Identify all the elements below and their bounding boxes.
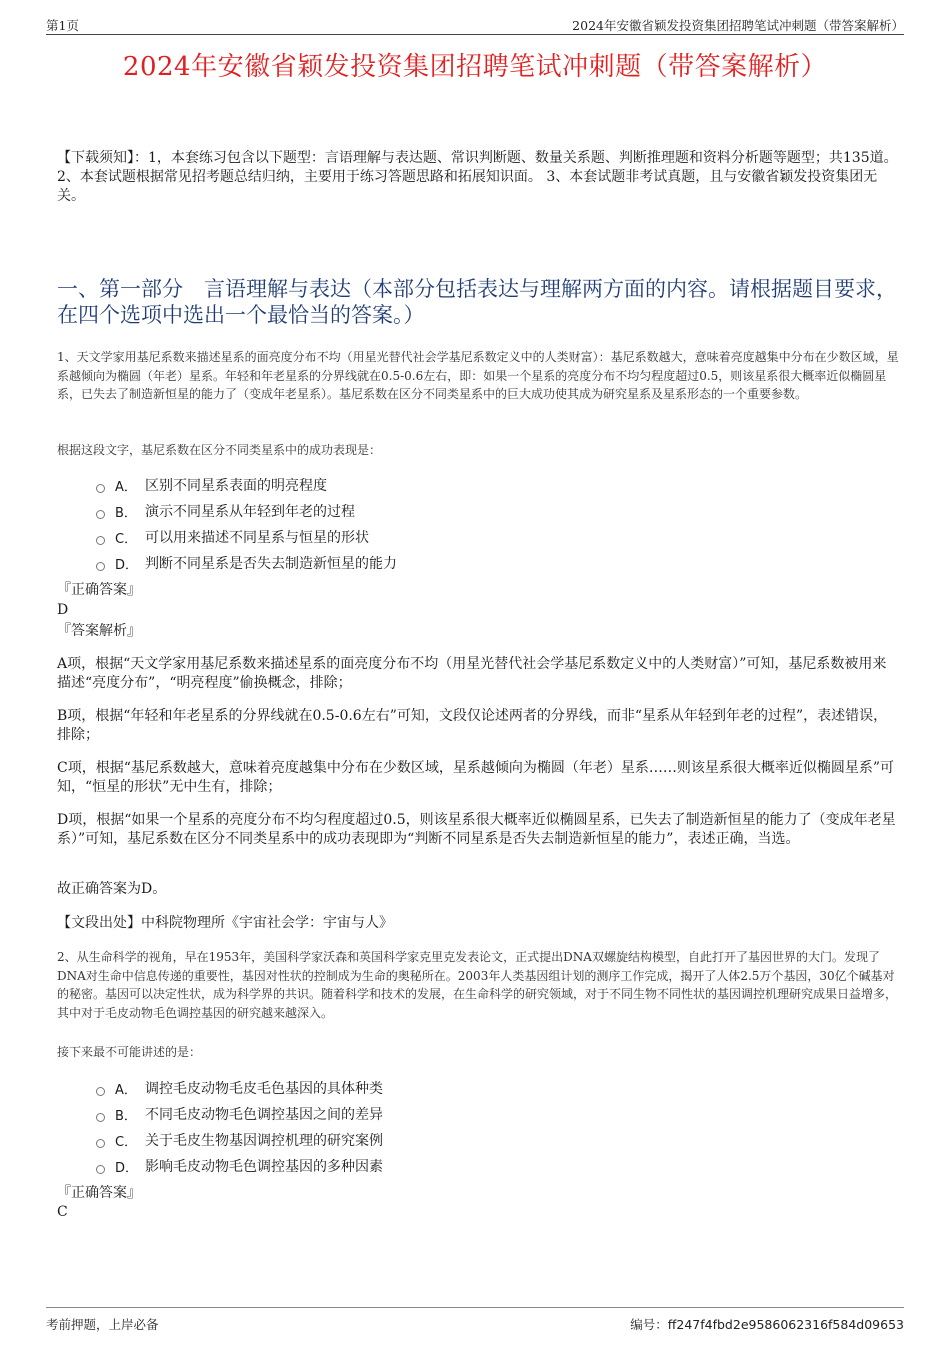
footer-slogan: 考前押题，上岸必备 — [46, 1317, 159, 1332]
page-header — [46, 14, 904, 35]
question-2-option-b[interactable]: B． 不同毛皮动物毛色调控基因之间的差异 — [96, 1101, 856, 1127]
question-2-answer-label: 『正确答案』 — [57, 1185, 141, 1201]
radio-icon[interactable] — [96, 562, 105, 571]
radio-icon[interactable] — [96, 536, 105, 545]
download-notice: 【下载须知】：1，本套练习包含以下题型：言语理解与表达题、常识判断题、数量关系题、判断推理题和资料分析题等题型；共135道。 2、本套试题根据常见招考题总结归纳，主要用于练习答题思路和拓展知识面。 3、本套试题非考试真题，且与安徽省颖发投资集团无关。 — [57, 150, 898, 204]
footer-serial: 编号：ff247f4fbd2e9586062316f584d09653 — [630, 1317, 904, 1332]
section-title: 一、第一部分 言语理解与表达（本部分包括表达与理解两方面的内容。请根据题目要求，在四个选项中选出一个最恰当的答案。） — [57, 277, 897, 327]
question-1-passage: 1、天文学家用基尼系数来描述星系的面亮度分布不均（用星光替代社会学基尼系数定义中的人类财富）：基尼系数越大，意味着亮度越集中分布在少数区域，星系越倾向为椭圆（年老）星系。年轻和年老星系的分界线就在0.5-0.6左右，即：如果一个星系的亮度分布不均匀程度超过0.5，则该星系很大概率近似椭圆星系，已失去了制造新恒星的能力了（变成年老星系）。基尼系数在区分不同类星系中的巨大成功使其成为研究星系及星系形态的一个重要参数。 — [57, 350, 899, 401]
radio-icon[interactable] — [96, 510, 105, 519]
analysis-b: B项，根据“年轻和年老星系的分界线就在0.5-0.6左右”可知，文段仅论述两者的分界线，而非“星系从年轻到年老的过程”，表述错误，排除； — [57, 708, 888, 743]
radio-icon[interactable] — [96, 1165, 105, 1174]
question-2-option-a[interactable]: A． 调控毛皮动物毛皮毛色基因的具体种类 — [96, 1075, 856, 1101]
question-2-option-c[interactable]: C． 关于毛皮生物基因调控机理的研究案例 — [96, 1127, 856, 1153]
question-2-option-d[interactable]: D． 影响毛皮动物毛色调控基因的多种因素 — [96, 1153, 856, 1179]
question-1-answer-label: 『正确答案』 — [57, 582, 141, 598]
question-1-option-b[interactable]: B． 演示不同星系从年轻到年老的过程 — [96, 498, 856, 524]
question-2-options — [96, 1075, 856, 1179]
analysis-conclusion: 故正确答案为D。 — [57, 881, 167, 897]
radio-icon[interactable] — [96, 484, 105, 493]
question-1-options — [96, 472, 856, 576]
analysis-source: 【文段出处】中科院物理所《宇宙社会学：宇宙与人》 — [57, 915, 393, 931]
question-1-option-d[interactable]: D． 判断不同星系是否失去制造新恒星的能力 — [96, 550, 856, 576]
question-1-option-a[interactable]: A． 区别不同星系表面的明亮程度 — [96, 472, 856, 498]
page-title: 2024年安徽省颖发投资集团招聘笔试冲刺题（带答案解析） — [122, 52, 828, 82]
header-doc-title: 2024年安徽省颖发投资集团招聘笔试冲刺题（带答案解析） — [572, 18, 904, 33]
question-1-option-c[interactable]: C． 可以用来描述不同星系与恒星的形状 — [96, 524, 856, 550]
question-2-answer: C — [57, 1204, 68, 1220]
question-1-prompt: 根据这段文字，基尼系数在区分不同类星系中的成功表现是： — [57, 443, 382, 457]
radio-icon[interactable] — [96, 1139, 105, 1148]
page-footer — [46, 1307, 904, 1334]
question-1-answer: D — [57, 602, 69, 618]
page-number: 第1页 — [46, 18, 79, 33]
radio-icon[interactable] — [96, 1087, 105, 1096]
analysis-c: C项，根据“基尼系数越大，意味着亮度越集中分布在少数区域，星系越倾向为椭圆（年老）星系……则该星系很大概率近似椭圆星系”可知，“恒星的形状”无中生有，排除； — [57, 760, 895, 795]
analysis-d: D项，根据“如果一个星系的亮度分布不均匀程度超过0.5，则该星系很大概率近似椭圆星系，已失去了制造新恒星的能力了（变成年老星系）”可知，基尼系数在区分不同类星系中的成功表现即为“判断不同星系是否失去制造新恒星的能力”，表述正确，当选。 — [57, 812, 896, 847]
question-2-passage: 2、从生命科学的视角，早在1953年，美国科学家沃森和英国科学家克里克发表论文，正式提出DNA双螺旋结构模型，自此打开了基因世界的大门。发现了DNA对生命中信息传递的重要性，基因对性状的控制成为生命的奥秘所在。2003年人类基因组计划的测序工作完成，揭开了人体2.5万个基因，30亿个碱基对的秘密。基因可以决定性状，成为科学界的共识。随着科学和技术的发展，在生命科学的研究领域，对于不同生物不同性状的基因调控机理研究成果日益增多，其中对于毛皮动物毛色调控基因的研究越来越深入。 — [57, 950, 898, 1020]
analysis-a: A项，根据“天文学家用基尼系数来描述星系的面亮度分布不均（用星光替代社会学基尼系数定义中的人类财富）”可知，基尼系数被用来描述“亮度分布”，“明亮程度”偷换概念，排除； — [57, 656, 887, 691]
question-2-prompt: 接下来最不可能讲述的是： — [57, 1045, 202, 1059]
question-1-analysis-label: 『答案解析』 — [57, 623, 141, 639]
radio-icon[interactable] — [96, 1113, 105, 1122]
